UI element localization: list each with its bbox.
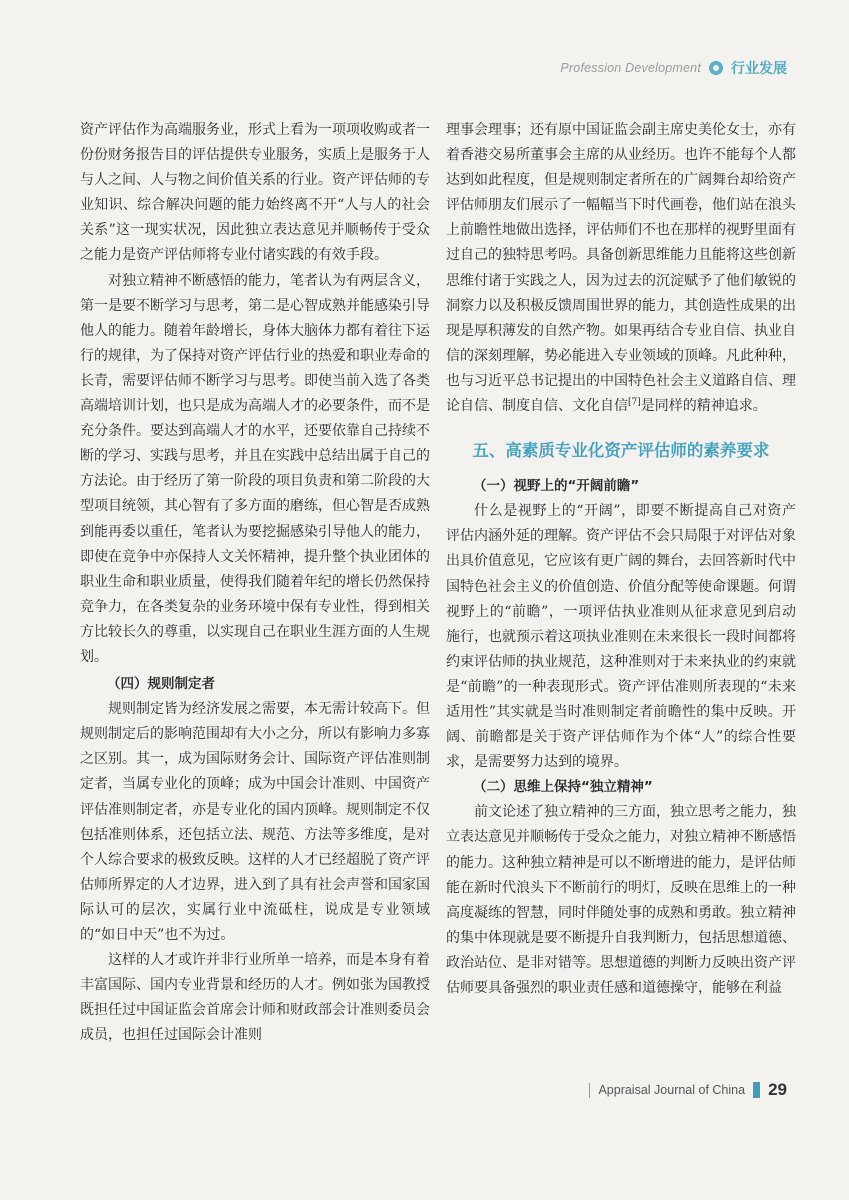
paragraph: 这样的人才或许并非行业所单一培养，而是本身有着丰富国际、国内专业背景和经历的人才。例如张为国教授既担任过中国证监会首席会计师和财政部会计准则委员会成员，也担任过国际会计准则 bbox=[80, 952, 430, 1044]
right-column bbox=[446, 118, 796, 1001]
subsection-heading: （一）视野上的“开阔前瞻” bbox=[473, 478, 640, 495]
header-chinese-title: 行业发展 bbox=[731, 60, 787, 76]
paragraph: 资产评估作为高端服务业，形式上看为一项项收购或者一份份财务报告目的评估提供专业服务，实质上是服务于人与人之间、人与物之间价值关系的行业。资产评估师的专业知识、综合解决问题的能力始终离不开“人与人的社会关系”这一现实状况，因此独立表达意见并顺畅传于受众之能力是资产评估师将专业付诸实践的有效手段。 bbox=[80, 122, 430, 264]
left-column bbox=[80, 118, 430, 1048]
subsection-heading: （四）规则制定者 bbox=[107, 676, 215, 693]
section-title: 五、高素质专业化资产评估师的素养要求 bbox=[472, 441, 770, 461]
paragraph: 对独立精神不断感悟的能力，笔者认为有两层含义，第一是要不断学习与思考，第二是心智成熟并能感染引导他人的能力。随着年龄增长，身体大脑体力都有着往下运行的规律，为了保持对资产评估行业的热爱和职业寿命的长青，需要评估师不断学习与思考。即使当前入选了各类高端培训计划，也只是成为高端人才的必要条件，而不是充分条件。要达到高端人才的水平，还要依靠自己持续不断的学习、实践与思考，并且在实践中总结出属于自己的方法论。由于经历了第一阶段的项目负责和第二阶段的大型项目统领，其心智有了多方面的磨练，但心智是否成熟到能再委以重任，笔者认为要挖掘感染引导他人的能力，即使在竞争中亦保持人文关怀精神，提升整个执业团体的职业生命和职业质量，使得我们随着年纪的增长仍然保持竞争力，在各类复杂的业务环境中保有专业性，得到相关方比较长久的尊重，以实现自己在职业生涯方面的人生规划。 bbox=[80, 272, 430, 665]
page-number: 29 bbox=[768, 1080, 787, 1099]
paragraph: 规则制定皆为经济发展之需要，本无需计较高下。但规则制定后的影响范围却有大小之分，所以有影响力多寡之区别。其一，成为国际财务会计、国际资产评估准则制定者，当属专业化的顶峰；成为中国会计准则、中国资产评估准则制定者，亦是专业化的国内顶峰。规则制定不仅包括准则体系，还包括立法、规范、方法等多维度，是对个人综合要求的极致反映。这样的人才已经超脱了资产评估师所界定的人才边界，进入到了具有社会声誉和国家国际认可的层次，实属行业中流砥柱，说成是专业领域的“如日中天”也不为过。 bbox=[80, 701, 430, 943]
reference-marker: [7] bbox=[628, 397, 641, 408]
paragraph-text: 是同样的精神追求。 bbox=[640, 398, 767, 415]
journal-name: Appraisal Journal of China bbox=[598, 1083, 746, 1097]
paragraph: 什么是视野上的“开阔”，即要不断提高自己对资产评估内涵外延的理解。资产评估不会只局限于对评估对象出具价值意见，它应该有更广阔的舞台，去回答新时代中国特色社会主义的价值创造、价值分配等使命课题。何谓视野上的“前瞻”，一项评估执业准则从征求意见到启动施行，也就预示着这项执业准则在未来很长一段时间都将约束评估师的执业规范，这种准则对于未来执业的约束就是“前瞻”的一种表现形式。资产评估准则所表现的“未来适用性”其实就是当时准则制定者前瞻性的集中反映。开阔、前瞻都是关于资产评估师作为个体“人”的综合性要求，是需要努力达到的境界。 bbox=[446, 503, 796, 771]
header-english-title: Profession Development bbox=[560, 61, 701, 75]
footer-divider bbox=[589, 1083, 590, 1098]
page-footer bbox=[589, 1080, 787, 1100]
subsection-heading: （二）思维上保持“独立精神” bbox=[473, 779, 653, 796]
running-header bbox=[560, 58, 787, 78]
footer-bar-icon bbox=[753, 1082, 760, 1098]
paragraph: 前文论述了独立精神的三方面，独立思考之能力，独立表达意见并顺畅传于受众之能力，对独立精神不断感悟的能力。这种独立精神是可以不断增进的能力，是评估师能在新时代浪头下不断前行的明灯，反映在思维上的一种高度凝练的智慧，同时伴随处事的成熟和勇敢。独立精神的集中体现就是要不断提升自我判断力，包括思想道德、政治站位、是非对错等。思想道德的判断力反映出资产评估师要具备强烈的职业责任感和道德操守，能够在利益 bbox=[446, 804, 796, 996]
paragraph bbox=[446, 118, 796, 419]
circle-icon bbox=[709, 61, 723, 75]
paragraph-text: 理事会理事；还有原中国证监会副主席史美伦女士，亦有着香港交易所董事会主席的从业经历。也许不能每个人都达到如此程度，但是规则制定者所在的广阔舞台却给资产评估师朋友们展示了一幅幅当下时代画卷，他们站在浪头上前瞻性地做出选择，评估师们不也在那样的视野里面有过自己的独特思考吗。具备创新思维能力且能将这些创新思维付诸于实践之人，因为过去的沉淀赋予了他们敏锐的洞察力以及积极反馈周围世界的能力，其创造性成果的出现是厚积薄发的自然产物。如果再结合专业自信、执业自信的深刻理解，势必能进入专业领域的顶峰。凡此种种，也与习近平总书记提出的中国特色社会主义道路自信、理论自信、制度自信、文化自信 bbox=[446, 122, 796, 415]
